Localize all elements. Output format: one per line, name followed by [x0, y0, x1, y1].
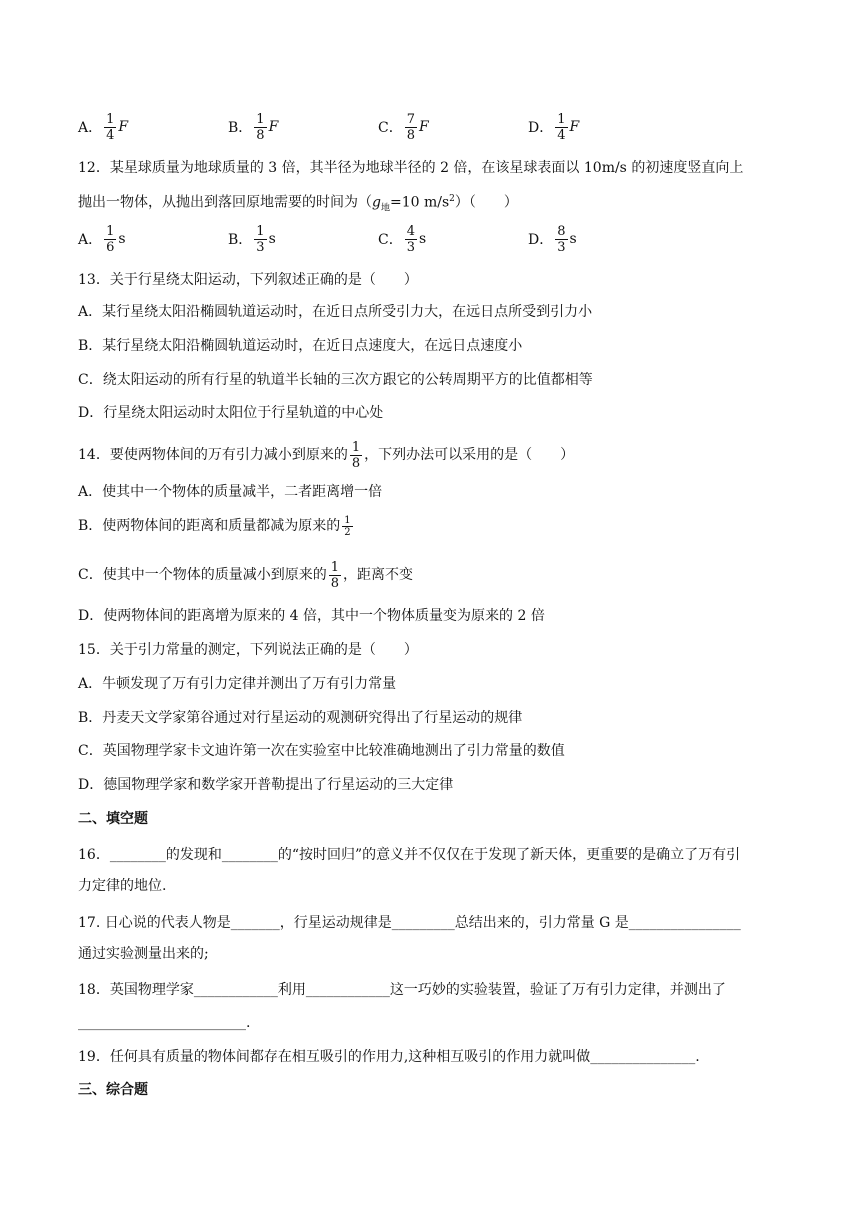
- q15-stem: 15．关于引力常量的测定，下列说法正确的是（ ）: [78, 642, 418, 658]
- q14-option-d[interactable]: D．使两物体间的距离增为原来的 4 倍，其中一个物体质量变为原来的 2 倍: [78, 608, 545, 624]
- fraction: $\frac{1}{4}$: [557, 111, 566, 143]
- q11-option-d[interactable]: D． $\frac{1}{4}$ F: [528, 111, 580, 143]
- q13-stem: 13．关于行星绕太阳运动，下列叙述正确的是（ ）: [78, 272, 418, 288]
- q15-option-b[interactable]: B．丹麦天文学家第谷通过对行星运动的观测研究得出了行星运动的规律: [78, 710, 523, 726]
- q12-option-d[interactable]: D． $\frac{8}{3}$ s: [528, 223, 577, 255]
- q13-option-d[interactable]: D．行星绕太阳运动时太阳位于行星轨道的中心处: [78, 405, 384, 421]
- q13-option-c[interactable]: C．绕太阳运动的所有行星的轨道半长轴的三次方跟它的公转周期平方的比值都相等: [78, 372, 593, 388]
- fraction: $\frac{1}{8}$: [330, 559, 339, 591]
- fraction: $\frac{1}{6}$: [106, 223, 115, 255]
- q16-line2: 力定律的地位.: [78, 878, 167, 894]
- q12-option-b[interactable]: B． $\frac{1}{3}$ s: [228, 223, 276, 255]
- q18-line1: 18．英国物理学家____________利用____________这一巧妙的实验装置，验证了万有引力定律，并测出了: [78, 982, 726, 998]
- fraction: $\frac{1}{8}$: [256, 111, 265, 143]
- q13-option-a[interactable]: A．某行星绕太阳沿椭圆轨道运动时，在近日点所受引力大，在远日点所受到引力小: [78, 304, 593, 320]
- q18-line2: ________________________.: [78, 1015, 251, 1031]
- q12-options: [78, 219, 698, 259]
- fraction: $\frac{1}{4}$: [106, 111, 115, 143]
- q15-option-d[interactable]: D．德国物理学家和数学家开普勒提出了行星运动的三大定律: [78, 777, 454, 793]
- q16-line1: 16．________的发现和________的“按时回归”的意义并不仅仅在于发现了新天体，更重要的是确立了万有引: [78, 847, 741, 863]
- fraction: $\frac{7}{8}$: [406, 111, 415, 143]
- q11-option-c[interactable]: C． $\frac{7}{8}$ F: [378, 111, 429, 143]
- q12-stem-line1: 12．某星球质量为地球质量的 3 倍，其半径为地球半径的 2 倍，在该星球表面以 10m/s 的初速度竖直向上: [78, 160, 744, 176]
- q17-line2: 通过实验测量出来的;: [78, 946, 209, 962]
- q11-options: [78, 107, 698, 147]
- q17-line1: 17. 日心说的代表人物是_______，行星运动规律是_________总结出来的，引力常量 G 是________________: [78, 915, 741, 931]
- q14-option-b[interactable]: B．使两物体间的距离和质量都减为原来的 $\frac{1}{2}$: [78, 514, 351, 538]
- q15-option-c[interactable]: C．英国物理学家卡文迪许第一次在实验室中比较准确地测出了引力常量的数值: [78, 743, 565, 759]
- q11-option-b[interactable]: B． $\frac{1}{8}$ F: [228, 111, 279, 143]
- q14-stem: 14．要使两物体间的万有引力减小到原来的 $\frac{1}{8}$ ，下列办法可以采用的是（ ）: [78, 439, 575, 471]
- fraction: $\frac{8}{3}$: [557, 223, 566, 255]
- q14-option-c[interactable]: C．使其中一个物体的质量减小到原来的 $\frac{1}{8}$ ，距离不变: [78, 559, 413, 591]
- q19-line1: 19．任何具有质量的物体间都存在相互吸引的作用力,这种相互吸引的作用力就叫做_______________.: [78, 1049, 700, 1065]
- q14-option-a[interactable]: A．使其中一个物体的质量减半，二者距离增一倍: [78, 484, 383, 500]
- q13-option-b[interactable]: B．某行星绕太阳沿椭圆轨道运动时，在近日点速度大，在远日点速度小: [78, 338, 523, 354]
- q12-option-c[interactable]: C． $\frac{4}{3}$ s: [378, 223, 427, 255]
- fraction: $\frac{1}{2}$: [344, 514, 351, 538]
- q15-option-a[interactable]: A．牛顿发现了万有引力定律并测出了万有引力常量: [78, 676, 397, 692]
- q12-stem-line2: 抛出一物体，从抛出到落回原地需要的时间为（$g_地=10$ $m/s^2$）（ ）: [78, 194, 518, 214]
- fraction: $\frac{1}{8}$: [351, 439, 361, 471]
- section-fill-in-title: 二、填空题: [78, 811, 148, 827]
- fraction: $\frac{4}{3}$: [406, 223, 415, 255]
- q12-option-a[interactable]: A． $\frac{1}{6}$ s: [78, 223, 126, 255]
- fraction: $\frac{1}{3}$: [256, 223, 265, 255]
- q11-option-a[interactable]: A． $\frac{1}{4}$ F: [78, 111, 129, 143]
- section-comprehensive-title: 三、综合题: [78, 1082, 148, 1098]
